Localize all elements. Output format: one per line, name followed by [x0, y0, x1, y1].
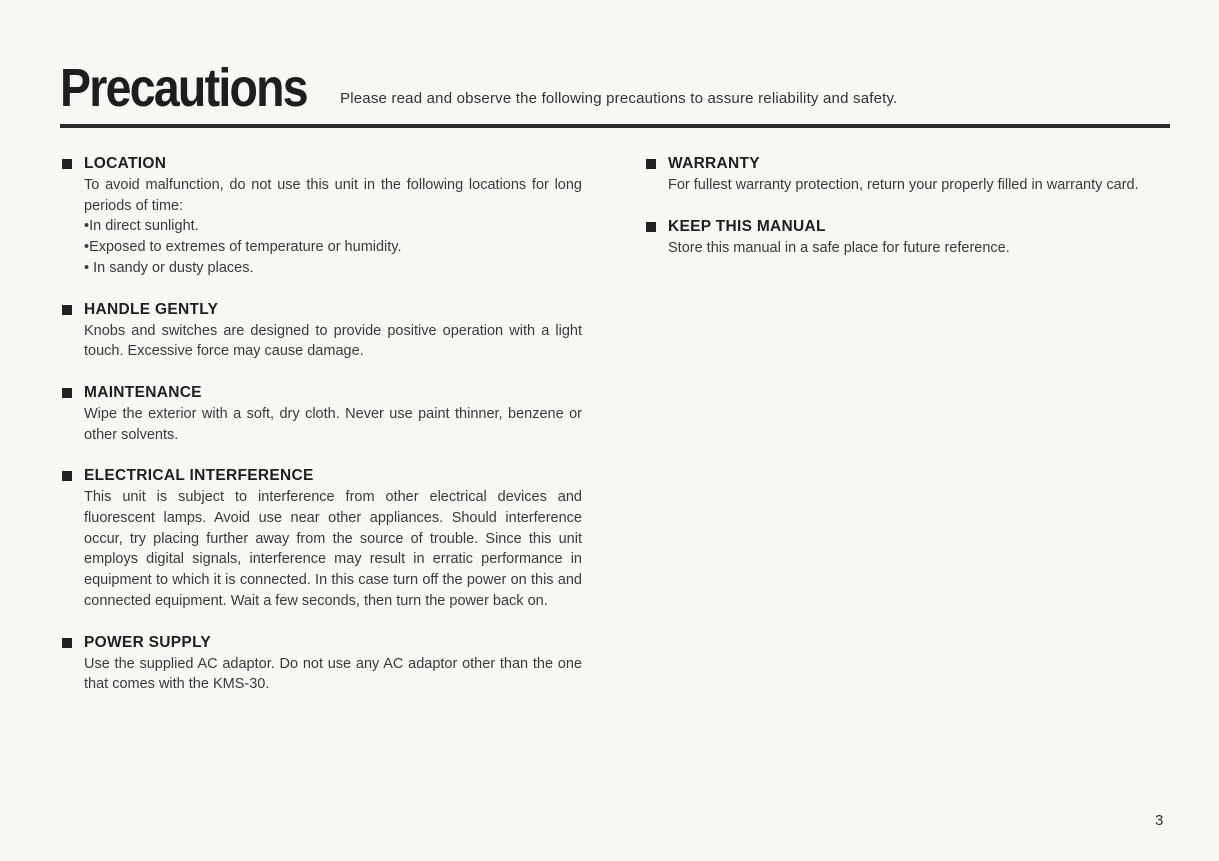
list-item: •Exposed to extremes of temperature or humidity. [84, 239, 402, 256]
section-title: ELECTRICAL INTERFERENCE [84, 467, 314, 485]
section-heading [62, 382, 582, 404]
section-heading [62, 153, 582, 175]
page-header [60, 58, 1170, 128]
section-title: LOCATION [84, 155, 167, 172]
section-text: For fullest warranty protection, return your properly filled in warranty card. [668, 177, 1139, 193]
section-heading [62, 465, 582, 487]
section-power-supply [62, 632, 582, 695]
section-handle-gently [62, 299, 582, 362]
section-electrical-interference [62, 465, 582, 611]
square-bullet-icon [62, 471, 72, 481]
section-text: To avoid malfunction, do not use this unit in the following locations for long periods of time: [84, 177, 582, 214]
section-title: MAINTENANCE [84, 383, 202, 401]
section-title: WARRANTY [668, 155, 760, 172]
square-bullet-icon [646, 222, 656, 232]
section-body [668, 238, 1168, 259]
section-body [84, 654, 582, 695]
square-bullet-icon [646, 159, 656, 169]
section-maintenance [62, 382, 582, 445]
section-body [84, 175, 582, 279]
square-bullet-icon [62, 159, 72, 169]
list-item: •In direct sunlight. [84, 218, 199, 235]
section-title: KEEP THIS MANUAL [668, 217, 826, 235]
section-text: Store this manual in a safe place for future reference. [668, 239, 1010, 256]
square-bullet-icon [62, 388, 72, 398]
section-body [668, 175, 1168, 196]
page-title: Precautions [60, 58, 307, 118]
section-body [84, 321, 582, 362]
section-warranty [646, 153, 1168, 196]
square-bullet-icon [62, 305, 72, 315]
section-heading [62, 632, 582, 654]
list-item: • In sandy or dusty places. [84, 259, 254, 276]
section-keep-this-manual [646, 216, 1168, 259]
section-text: Knobs and switches are designed to provide positive operation with a light touch. Excessive force may cause damage. [84, 322, 582, 360]
section-heading [646, 153, 1168, 175]
section-title: HANDLE GENTLY [84, 300, 219, 318]
section-heading [646, 216, 1168, 238]
right-column [646, 153, 1168, 278]
section-body [84, 487, 582, 611]
section-text: This unit is subject to interference from other electrical devices and fluorescent lamps. Avoid use near other appliances. Should interference occur, try placing further away from the source of trouble. Since this unit employs digital signals, interference may result in erratic performance in equipment to which it is connected. In this case turn off the power on this and connected equipment. Wait a few seconds, then turn the power back on. [84, 489, 582, 609]
left-column [62, 153, 582, 715]
section-title: POWER SUPPLY [84, 633, 212, 651]
section-text: Wipe the exterior with a soft, dry cloth. Never use paint thinner, benzene or other solvents. [84, 405, 582, 443]
section-text: Use the supplied AC adaptor. Do not use any AC adaptor other than the one that comes with the KMS-30. [84, 655, 582, 693]
section-body [84, 404, 582, 445]
page-number: 3 [1155, 812, 1164, 829]
page-subtitle: Please read and observe the following precautions to assure reliability and safety. [340, 90, 898, 107]
section-location [62, 153, 582, 279]
square-bullet-icon [62, 638, 72, 648]
section-heading [62, 299, 582, 321]
